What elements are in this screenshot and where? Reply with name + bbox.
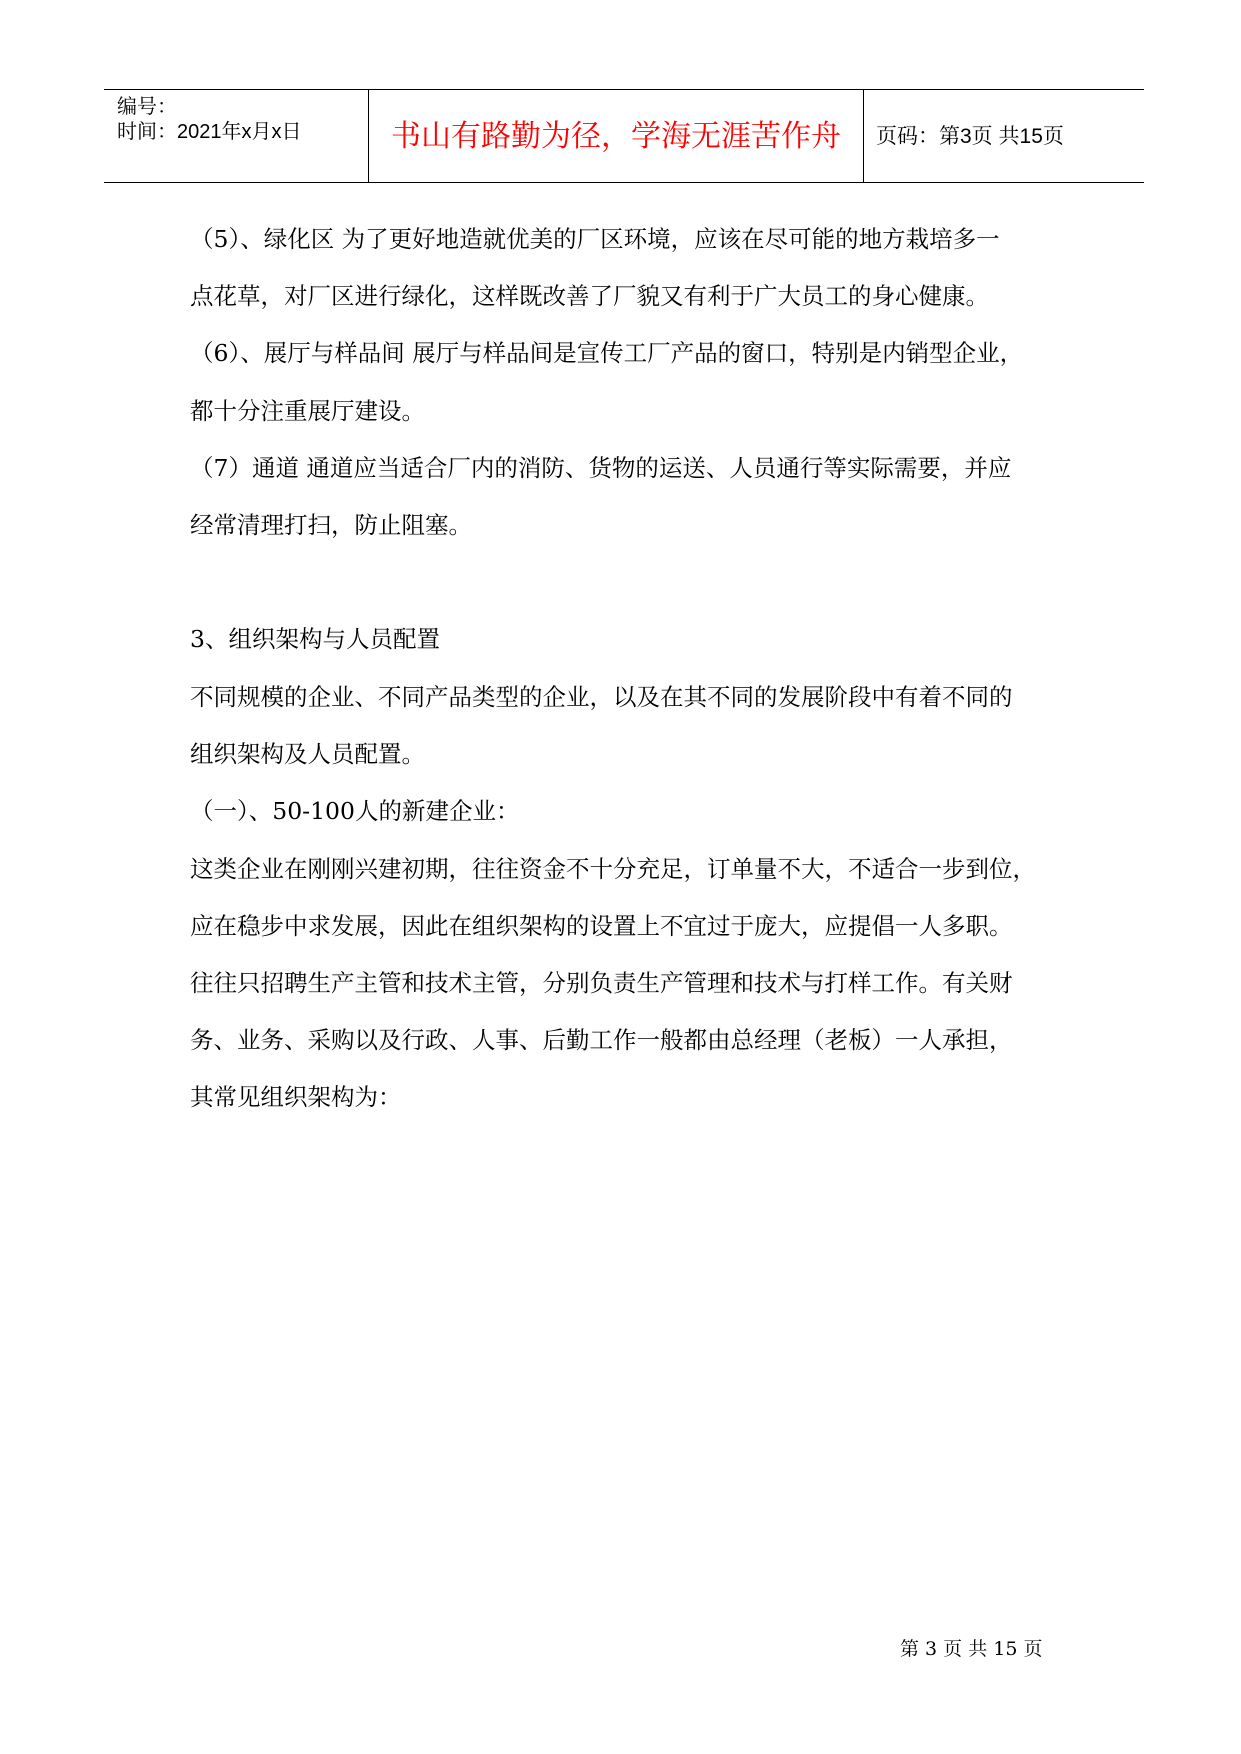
paragraph-line: 应在稳步中求发展，因此在组织架构的设置上不宜过于庞大，应提倡一人多职。 [190, 912, 1013, 940]
paragraph-line: 点花草，对厂区进行绿化，这样既改善了厂貌又有利于广大员工的身心健康。 [190, 282, 989, 310]
paragraph-line: （7）通道 通道应当适合厂内的消防、货物的运送、人员通行等实际需要，并应 [190, 454, 1012, 482]
paragraph-line: （5）、绿化区 为了更好地造就优美的厂区环境，应该在尽可能的地方栽培多一 [190, 225, 1000, 253]
serial-number-label: 编号： [117, 96, 177, 118]
paragraph-line: 这类企业在刚刚兴建初期，往往资金不十分充足，订单量不大，不适合一步到位， [190, 855, 1036, 883]
date-label: 时间：2021年x月x日 [117, 121, 302, 143]
paragraph-line: 往往只招聘生产主管和技术主管，分别负责生产管理和技术与打样工作。有关财 [190, 969, 1013, 997]
paragraph-line: 都十分注重展厅建设。 [190, 397, 425, 425]
paragraph-line: 组织架构及人员配置。 [190, 740, 425, 768]
page-code-label: 页码：第3页 共15页 [876, 125, 1064, 148]
header-meta-cell [104, 90, 369, 182]
paragraph-line: 务、业务、采购以及行政、人事、后勤工作一般都由总经理（老板）一人承担， [190, 1026, 1013, 1054]
paragraph-line: （6）、展厅与样品间 展厅与样品间是宣传工厂产品的窗口，特别是内销型企业， [190, 339, 1024, 367]
paragraph-line: 不同规模的企业、不同产品类型的企业，以及在其不同的发展阶段中有着不同的 [190, 683, 1013, 711]
paragraph-line: 其常见组织架构为： [190, 1083, 402, 1111]
section-heading: 3、组织架构与人员配置 [190, 625, 440, 653]
page-footer: 第 3 页 共 15 页 [900, 1638, 1043, 1660]
motto-text: 书山有路勤为径，学海无涯苦作舟 [391, 119, 841, 154]
header-page-cell [864, 90, 1144, 182]
paragraph-line: 经常清理打扫，防止阻塞。 [190, 511, 472, 539]
header-motto-cell [369, 90, 864, 182]
document-header [104, 89, 1144, 183]
subsection-heading: （一）、50-100人的新建企业： [190, 797, 520, 825]
